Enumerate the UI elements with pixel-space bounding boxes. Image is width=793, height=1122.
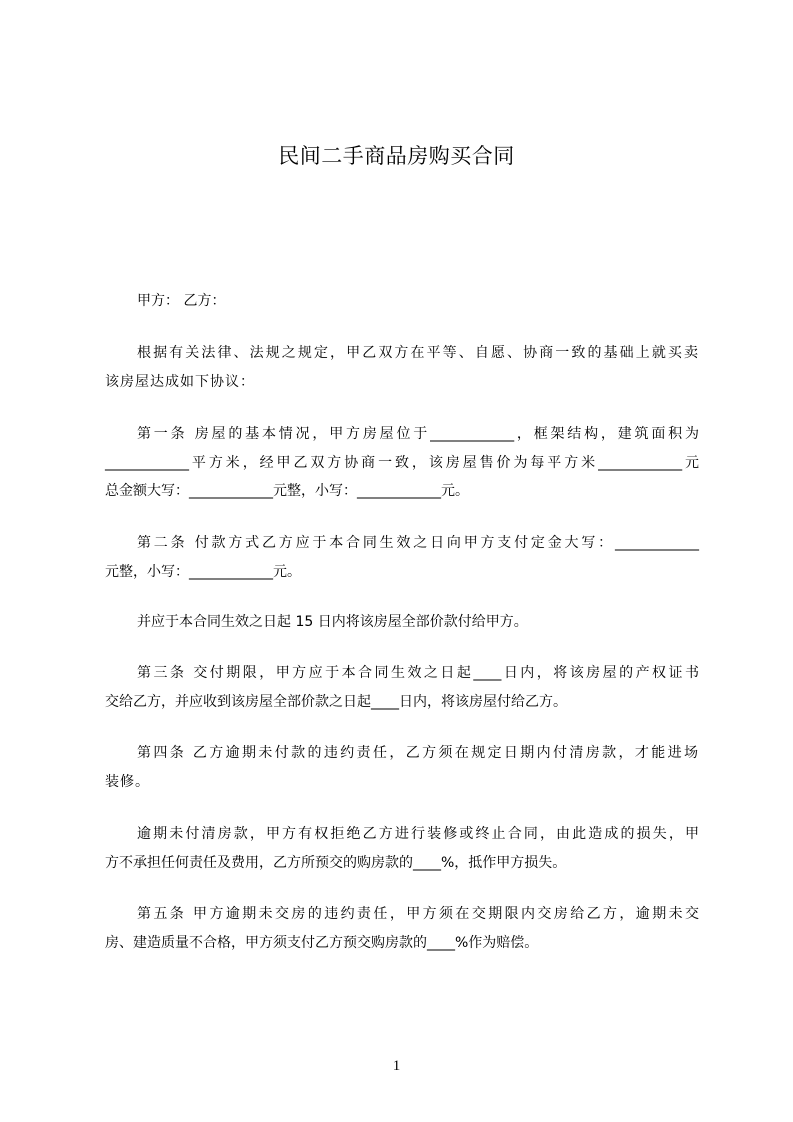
article-1-line-2: ____________平方米，经甲乙双方协商一致，该房屋售价为每平方米____________元 — [105, 455, 699, 471]
intro-line-2: 该房屋达成如下协议： — [105, 374, 255, 390]
article-1-line-3: 总金额大写：____________元整，小写：____________元。 — [105, 483, 469, 499]
document-title: 民间二手商品房购买合同 — [278, 144, 515, 168]
article-4-line-2: 装修。 — [105, 774, 150, 790]
article-5-line-2: 房、建造质量不合格，甲方须支付乙方预交购房款的____%作为赔偿。 — [105, 935, 539, 951]
article-2-line-2: 元整，小写：____________元。 — [105, 564, 301, 580]
page-number: 1 — [392, 1058, 401, 1074]
article-4-extra-line-2: 方不承担任何责任及费用，乙方所预交的购房款的____%，抵作甲方损失。 — [105, 855, 567, 871]
article-3-line-1: 第三条 交付期限，甲方应于本合同生效之日起____日内，将该房屋的产权证书 — [137, 665, 699, 681]
article-5-line-1: 第五条 甲方逾期未交房的违约责任，甲方须在交期限内交房给乙方，逾期未交 — [137, 906, 699, 922]
article-1-line-1: 第一条 房屋的基本情况，甲方房屋位于____________，框架结构，建筑面积为 — [137, 426, 699, 442]
article-4-line-1: 第四条 乙方逾期未付款的违约责任，乙方须在规定日期内付清房款，才能进场 — [137, 745, 699, 761]
article-3-line-2: 交给乙方，并应收到该房屋全部价款之日起____日内，将该房屋付给乙方。 — [105, 694, 567, 710]
parties-line: 甲方： 乙方： — [137, 293, 226, 309]
intro-line-1: 根据有关法律、法规之规定，甲乙双方在平等、自愿、协商一致的基础上就买卖 — [137, 345, 699, 361]
article-2-line-1: 第二条 付款方式乙方应于本合同生效之日向甲方支付定金大写：____________ — [137, 535, 699, 551]
article-4-extra-line-1: 逾期未付清房款，甲方有权拒绝乙方进行装修或终止合同，由此造成的损失，甲 — [137, 826, 699, 842]
article-2-extra-line: 并应于本合同生效之日起 15 日内将该房屋全部价款付给甲方。 — [137, 614, 528, 630]
